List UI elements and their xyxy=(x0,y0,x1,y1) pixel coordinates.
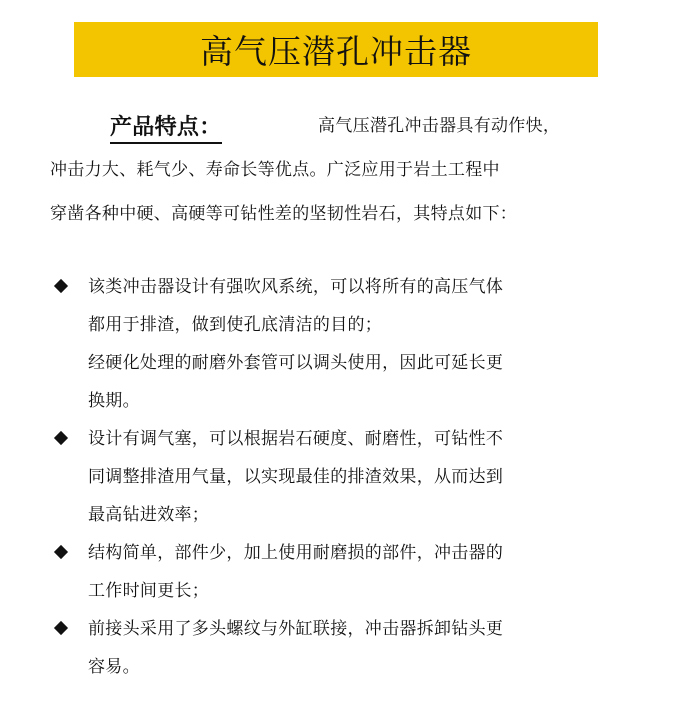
section-heading: 产品特点： xyxy=(110,104,222,144)
intro-first-line xyxy=(50,104,630,148)
title-banner xyxy=(74,22,598,77)
feature-text-line: 经硬化处理的耐磨外套管可以调头使用，因此可延长更 xyxy=(88,353,504,373)
feature-text-line: 结构简单，部件少，加上使用耐磨损的部件，冲击器的 xyxy=(88,543,504,563)
feature-text-line: 容易。 xyxy=(88,657,140,677)
feature-list xyxy=(48,268,628,686)
feature-item xyxy=(48,534,628,610)
feature-text-line: 最高钻进效率； xyxy=(88,505,210,525)
feature-text-line: 同调整排渣用气量，以实现最佳的排渣效果，从而达到 xyxy=(88,467,504,487)
diamond-bullet-icon xyxy=(54,621,68,635)
feature-text-line: 换期。 xyxy=(88,391,140,411)
feature-item xyxy=(48,420,628,534)
diamond-bullet-icon xyxy=(54,545,68,559)
feature-item xyxy=(48,610,628,686)
feature-text-line: 前接头采用了多头螺纹与外缸联接，冲击器拆卸钻头更 xyxy=(88,619,504,639)
feature-item xyxy=(48,268,628,420)
intro-text-line: 穿凿各种中硬、高硬等可钻性差的坚韧性岩石，其特点如下： xyxy=(50,204,518,224)
intro-text-line: 高气压潜孔冲击器具有动作快， xyxy=(318,116,561,136)
intro-section xyxy=(50,104,630,236)
feature-text-line: 工作时间更长； xyxy=(88,581,210,601)
page-title: 高气压潜孔冲击器 xyxy=(200,32,472,71)
intro-text-line: 冲击力大、耗气少、寿命长等优点。广泛应用于岩土工程中 xyxy=(50,160,500,180)
feature-text-line: 设计有调气塞，可以根据岩石硬度、耐磨性，可钻性不 xyxy=(88,429,504,449)
feature-text-line: 该类冲击器设计有强吹风系统，可以将所有的高压气体 xyxy=(88,277,504,297)
diamond-bullet-icon xyxy=(54,431,68,445)
diamond-bullet-icon xyxy=(54,279,68,293)
feature-text-line: 都用于排渣，做到使孔底清洁的目的； xyxy=(88,315,383,335)
